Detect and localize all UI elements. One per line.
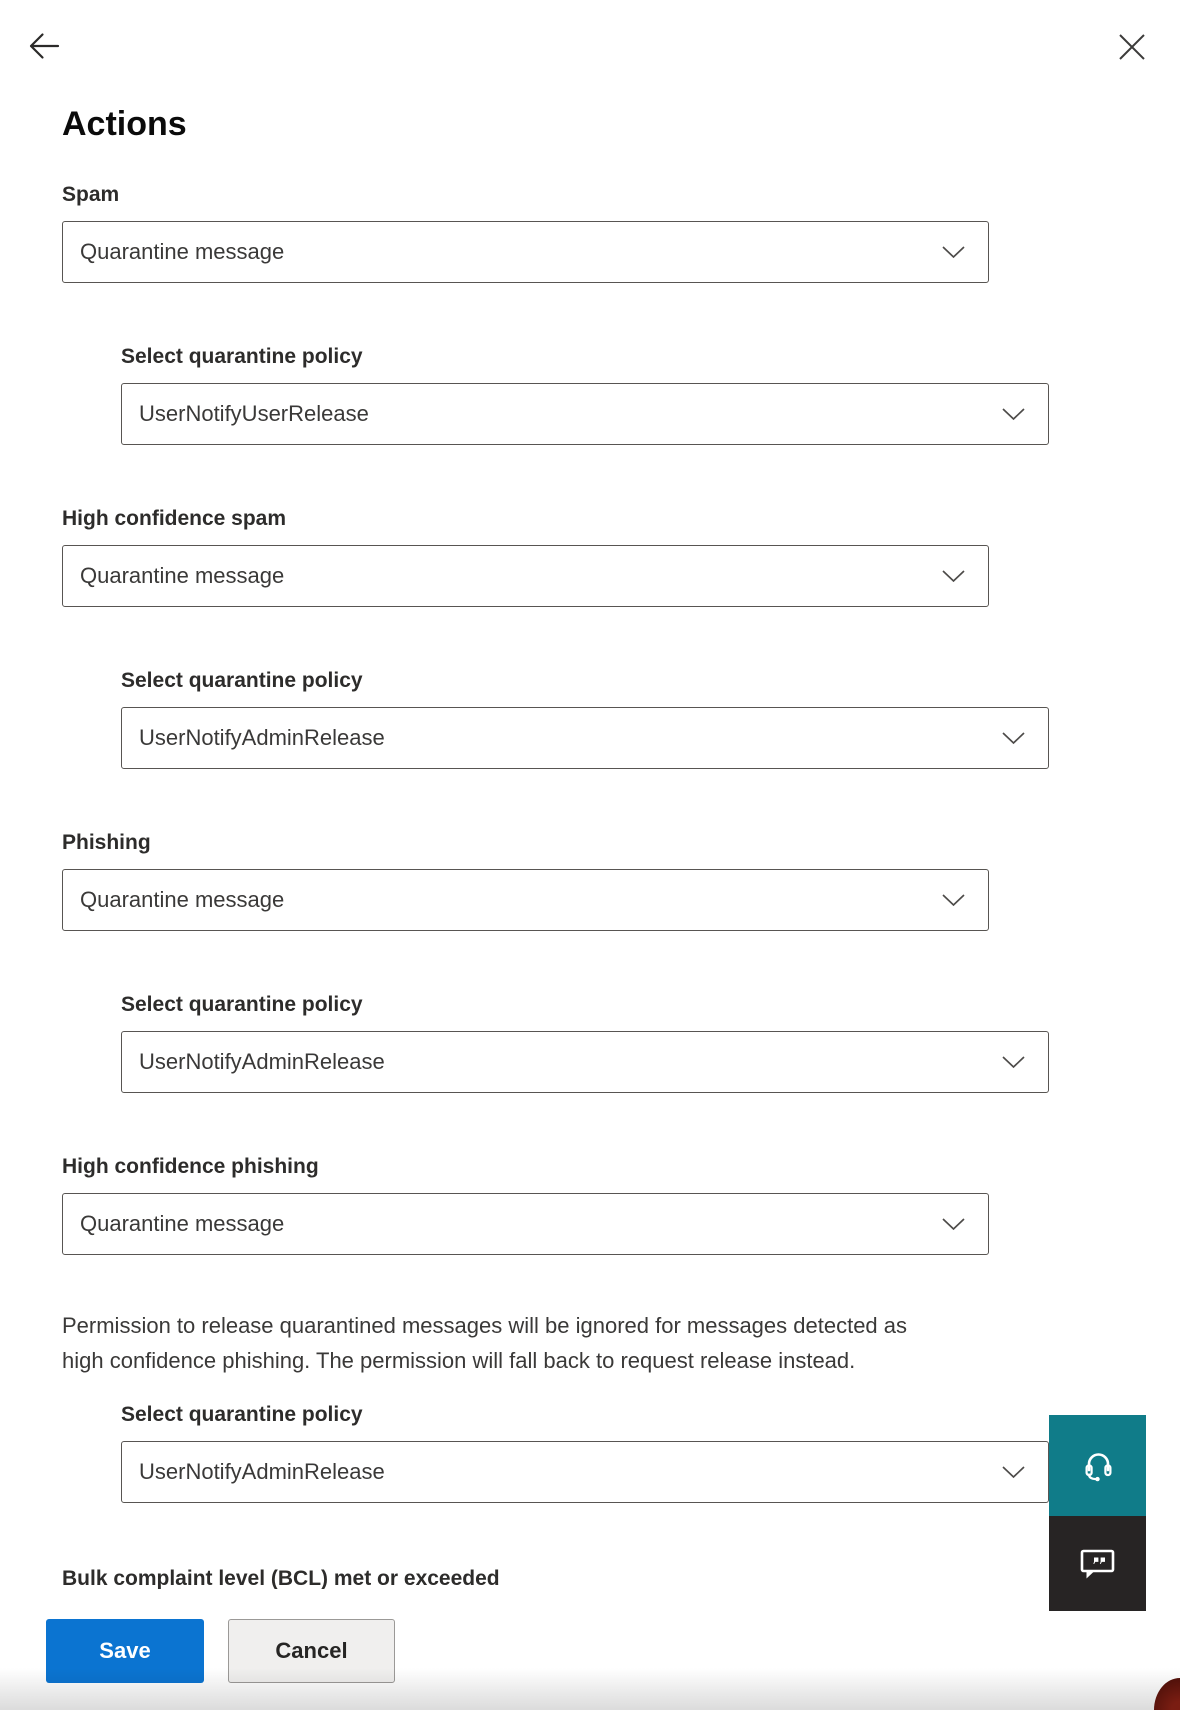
high-confidence-phishing-label: High confidence phishing <box>62 1155 319 1178</box>
hcp-policy-label: Select quarantine policy <box>121 1403 363 1426</box>
close-button[interactable] <box>1117 32 1147 62</box>
spam-label: Spam <box>62 183 120 206</box>
chevron-down-icon <box>941 893 966 907</box>
dropdown-value: UserNotifyUserRelease <box>139 401 369 426</box>
field-hcp-policy <box>121 1402 1049 1503</box>
save-button[interactable]: Save <box>46 1619 204 1683</box>
arrow-left-icon <box>27 51 61 66</box>
chevron-down-icon <box>941 1217 966 1231</box>
chevron-down-icon <box>941 569 966 583</box>
spam-policy-label: Select quarantine policy <box>121 345 363 368</box>
field-hcs-policy <box>121 668 1049 769</box>
dropdown-value: Quarantine message <box>80 887 285 912</box>
hcs-quarantine-policy-dropdown[interactable] <box>121 707 1049 769</box>
field-high-confidence-phishing <box>62 1154 989 1255</box>
field-high-confidence-spam <box>62 506 989 607</box>
close-x-icon <box>1118 49 1146 64</box>
high-confidence-spam-action-dropdown[interactable] <box>62 545 989 607</box>
note-line: high confidence phishing. The permission will fall back to request release instead. <box>62 1348 856 1373</box>
phishing-label: Phishing <box>62 831 151 854</box>
field-phishing <box>62 830 989 931</box>
hcs-policy-label: Select quarantine policy <box>121 669 363 692</box>
hcp-release-note <box>62 1308 1054 1378</box>
bcl-section-label: Bulk complaint level (BCL) met or exceeded <box>62 1567 500 1589</box>
field-spam-policy <box>121 344 1049 445</box>
hcp-quarantine-policy-dropdown[interactable] <box>121 1441 1049 1503</box>
field-phishing-policy <box>121 992 1049 1093</box>
phishing-action-dropdown[interactable] <box>62 869 989 931</box>
spam-action-dropdown[interactable] <box>62 221 989 283</box>
phishing-policy-label: Select quarantine policy <box>121 993 363 1016</box>
chevron-down-icon <box>1001 1055 1026 1069</box>
cancel-button[interactable]: Cancel <box>228 1619 395 1683</box>
dropdown-value: UserNotifyAdminRelease <box>139 1459 385 1484</box>
back-button[interactable] <box>27 29 61 63</box>
high-confidence-spam-label: High confidence spam <box>62 507 287 530</box>
chevron-down-icon <box>941 245 966 259</box>
support-button[interactable] <box>1049 1415 1146 1516</box>
chevron-down-icon <box>1001 731 1026 745</box>
dropdown-value: Quarantine message <box>80 239 285 264</box>
page-title: Actions <box>62 106 187 143</box>
phishing-quarantine-policy-dropdown[interactable] <box>121 1031 1049 1093</box>
chevron-down-icon <box>1001 1465 1026 1479</box>
field-spam <box>62 182 989 283</box>
chevron-down-icon <box>1001 407 1026 421</box>
spam-quarantine-policy-dropdown[interactable] <box>121 383 1049 445</box>
dropdown-value: Quarantine message <box>80 563 285 588</box>
note-line: Permission to release quarantined messages will be ignored for messages detected as <box>62 1313 908 1338</box>
headset-icon <box>1078 1474 1118 1489</box>
wallpaper-corner <box>1154 1678 1180 1710</box>
dropdown-value: UserNotifyAdminRelease <box>139 725 385 750</box>
panel-content <box>62 106 1054 1589</box>
dropdown-value: UserNotifyAdminRelease <box>139 1049 385 1074</box>
high-confidence-phishing-action-dropdown[interactable] <box>62 1193 989 1255</box>
feedback-button[interactable] <box>1049 1516 1146 1611</box>
chat-bubble-icon <box>1077 1572 1119 1587</box>
dropdown-value: Quarantine message <box>80 1211 285 1236</box>
